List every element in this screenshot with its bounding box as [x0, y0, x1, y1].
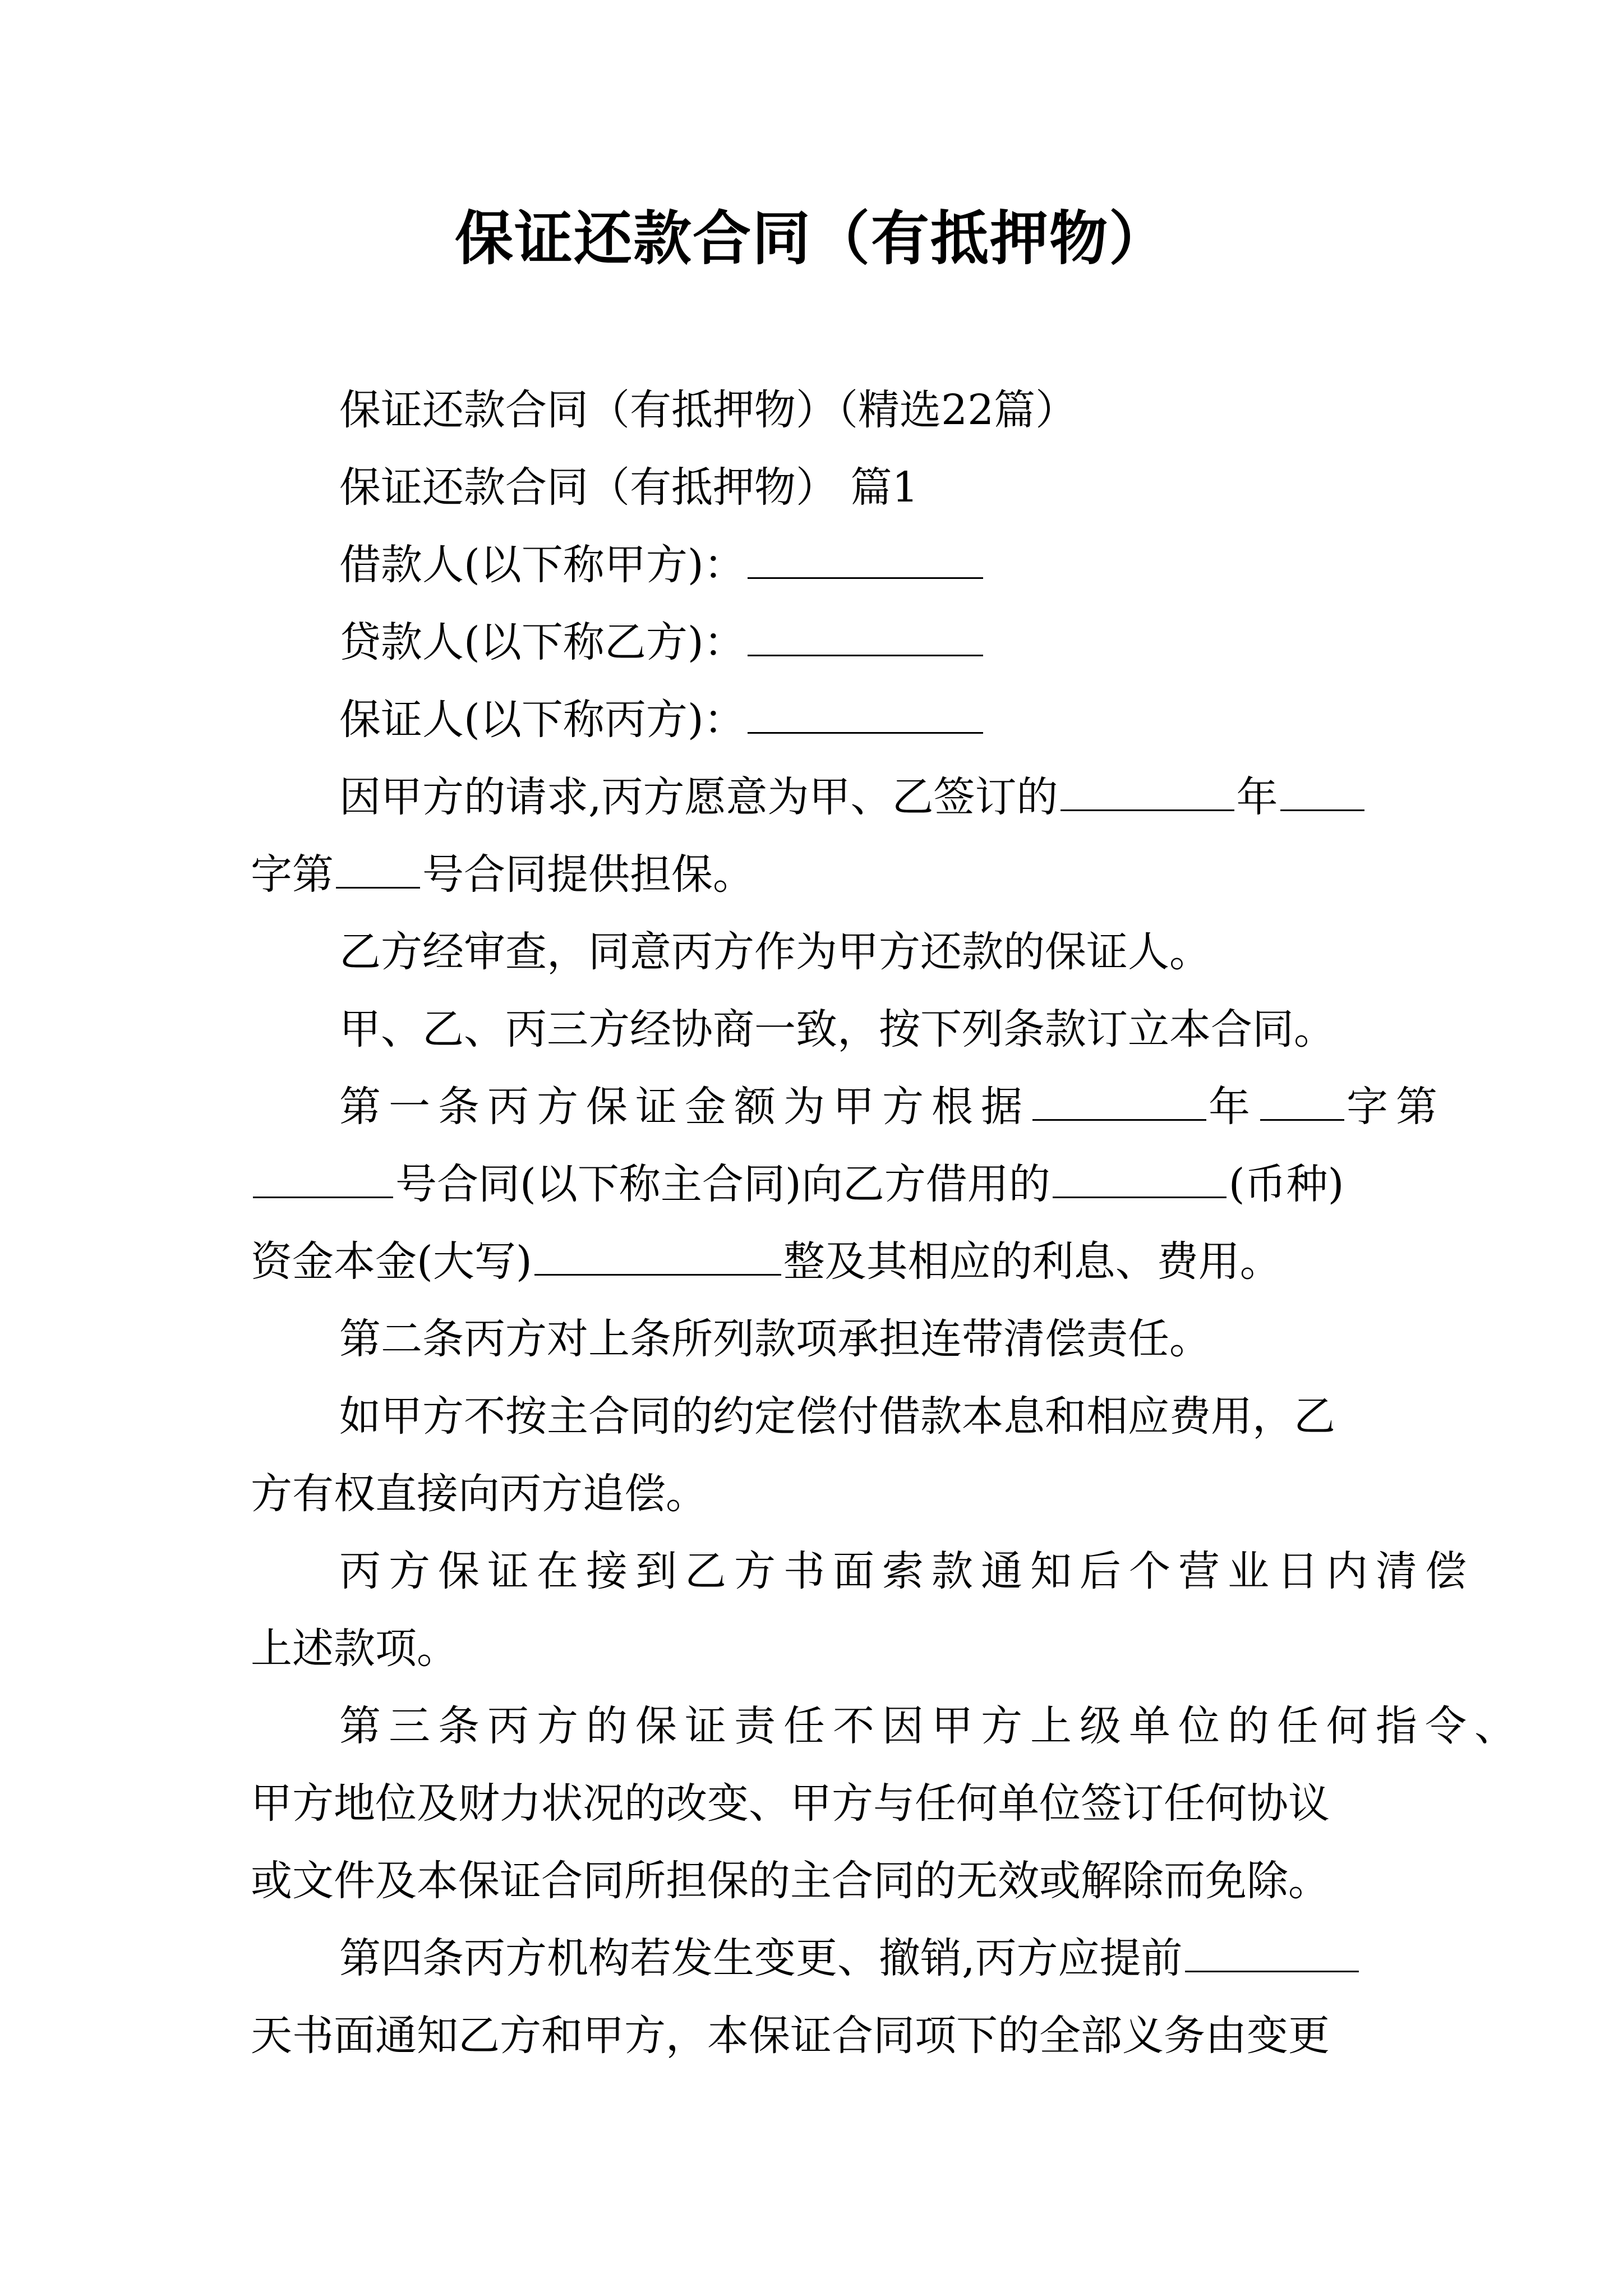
- p1-text-b: 年: [1236, 773, 1278, 821]
- art1-text-c: 字第: [1347, 1083, 1445, 1131]
- p1-year-blank: [1061, 772, 1234, 811]
- borrower-blank: [748, 540, 983, 579]
- art3-text-b: 甲方地位及财力状况的改变、甲方与任何单位签订任何协议: [251, 1779, 1330, 1828]
- article-2-para-2-line-2: [251, 1610, 1389, 1687]
- art1-year-blank: [1032, 1082, 1206, 1121]
- section-heading: 保证还款合同（有抵押物） 篇1: [339, 463, 919, 512]
- p1-number-blank: [336, 849, 420, 889]
- art4-days-blank: [1185, 1933, 1359, 1972]
- paragraph-1-line-1: [251, 758, 1389, 836]
- art4-text-b: 天书面通知乙方和甲方，本保证合同项下的全部义务由变更: [251, 2012, 1330, 2060]
- paragraph-2-line: [251, 913, 1389, 991]
- art1-currency-blank: [1053, 1159, 1227, 1198]
- article-1-line-1: [251, 1068, 1445, 1145]
- article-2-para-1-line-1: [251, 1378, 1389, 1455]
- guarantor-label: 保证人(以下称丙方)：: [339, 696, 745, 744]
- art2-text: 第二条丙方对上条所列款项承担连带清偿责任。: [339, 1315, 1211, 1363]
- art1-text-f: 资金本金(大写): [251, 1237, 532, 1286]
- article-4-line-2: [251, 1997, 1389, 2074]
- article-3-line-2: [251, 1765, 1389, 1842]
- lender-line: [251, 604, 1389, 681]
- p1-text-a: 因甲方的请求,丙方愿意为甲、乙签订的: [339, 773, 1058, 821]
- borrower-label: 借款人(以下称甲方)：: [339, 541, 745, 589]
- p3-text: 甲、乙、丙三方经协商一致，按下列条款订立本合同。: [339, 1005, 1335, 1053]
- art2-p2-text-a: 丙方保证在接到乙方书面索款通知后个营业日内清偿: [339, 1547, 1474, 1595]
- article-1-line-3: [251, 1223, 1389, 1300]
- guarantor-blank: [748, 694, 983, 734]
- paragraph-1-line-2: [251, 836, 1389, 913]
- art2-p2-text-b: 上述款项。: [251, 1625, 458, 1673]
- art1-amount-blank: [534, 1236, 781, 1276]
- document-title: 保证还款合同（有抵押物）: [454, 204, 1168, 273]
- art2-p1-text-a: 如甲方不按主合同的约定偿付借款本息和相应费用，乙: [339, 1392, 1335, 1441]
- subtitle-line: [251, 371, 1389, 449]
- art2-p1-text-b: 方有权直接向丙方追偿。: [251, 1470, 707, 1518]
- art3-text-c: 或文件及本保证合同所担保的主合同的无效或解除而免除。: [251, 1857, 1330, 1905]
- art1-text-b: 年: [1209, 1083, 1258, 1131]
- borrower-line: [251, 526, 1389, 604]
- section-heading-line: [251, 449, 1389, 526]
- document-body: [251, 371, 1524, 2074]
- p1-text-c: 字第: [251, 850, 334, 899]
- art1-text-g: 整及其相应的利息、费用。: [783, 1237, 1281, 1286]
- art1-text-a: 第一条丙方保证金额为甲方根据: [339, 1083, 1030, 1131]
- subtitle: 保证还款合同（有抵押物）（精选22篇）: [339, 386, 1077, 434]
- article-3-line-3: [251, 1842, 1389, 1920]
- p2-text: 乙方经审查，同意丙方作为甲方还款的保证人。: [339, 928, 1211, 976]
- art1-code-blank: [1260, 1082, 1344, 1121]
- art1-text-d: 号合同(以下称主合同)向乙方借用的: [395, 1160, 1050, 1208]
- paragraph-3-line: [251, 991, 1389, 1068]
- lender-label: 贷款人(以下称乙方)：: [339, 618, 745, 666]
- art1-text-e: (币种): [1228, 1160, 1344, 1208]
- lender-blank: [748, 617, 983, 656]
- art3-text-a: 第三条丙方的保证责任不因甲方上级单位的任何指令、: [339, 1702, 1524, 1750]
- article-4-line-1: [251, 1920, 1389, 1997]
- article-2-para-2-line-1: [251, 1533, 1474, 1610]
- article-1-line-2: [251, 1145, 1389, 1223]
- art4-text-a: 第四条丙方机构若发生变更、撤销,丙方应提前: [339, 1934, 1183, 1982]
- p1-text-d: 号合同提供担保。: [422, 850, 754, 899]
- p1-code-blank: [1280, 772, 1364, 811]
- article-3-line-1: [251, 1687, 1524, 1765]
- article-2-line: [251, 1300, 1389, 1378]
- article-2-para-1-line-2: [251, 1455, 1389, 1533]
- guarantor-line: [251, 681, 1389, 758]
- art1-number-blank: [253, 1159, 393, 1198]
